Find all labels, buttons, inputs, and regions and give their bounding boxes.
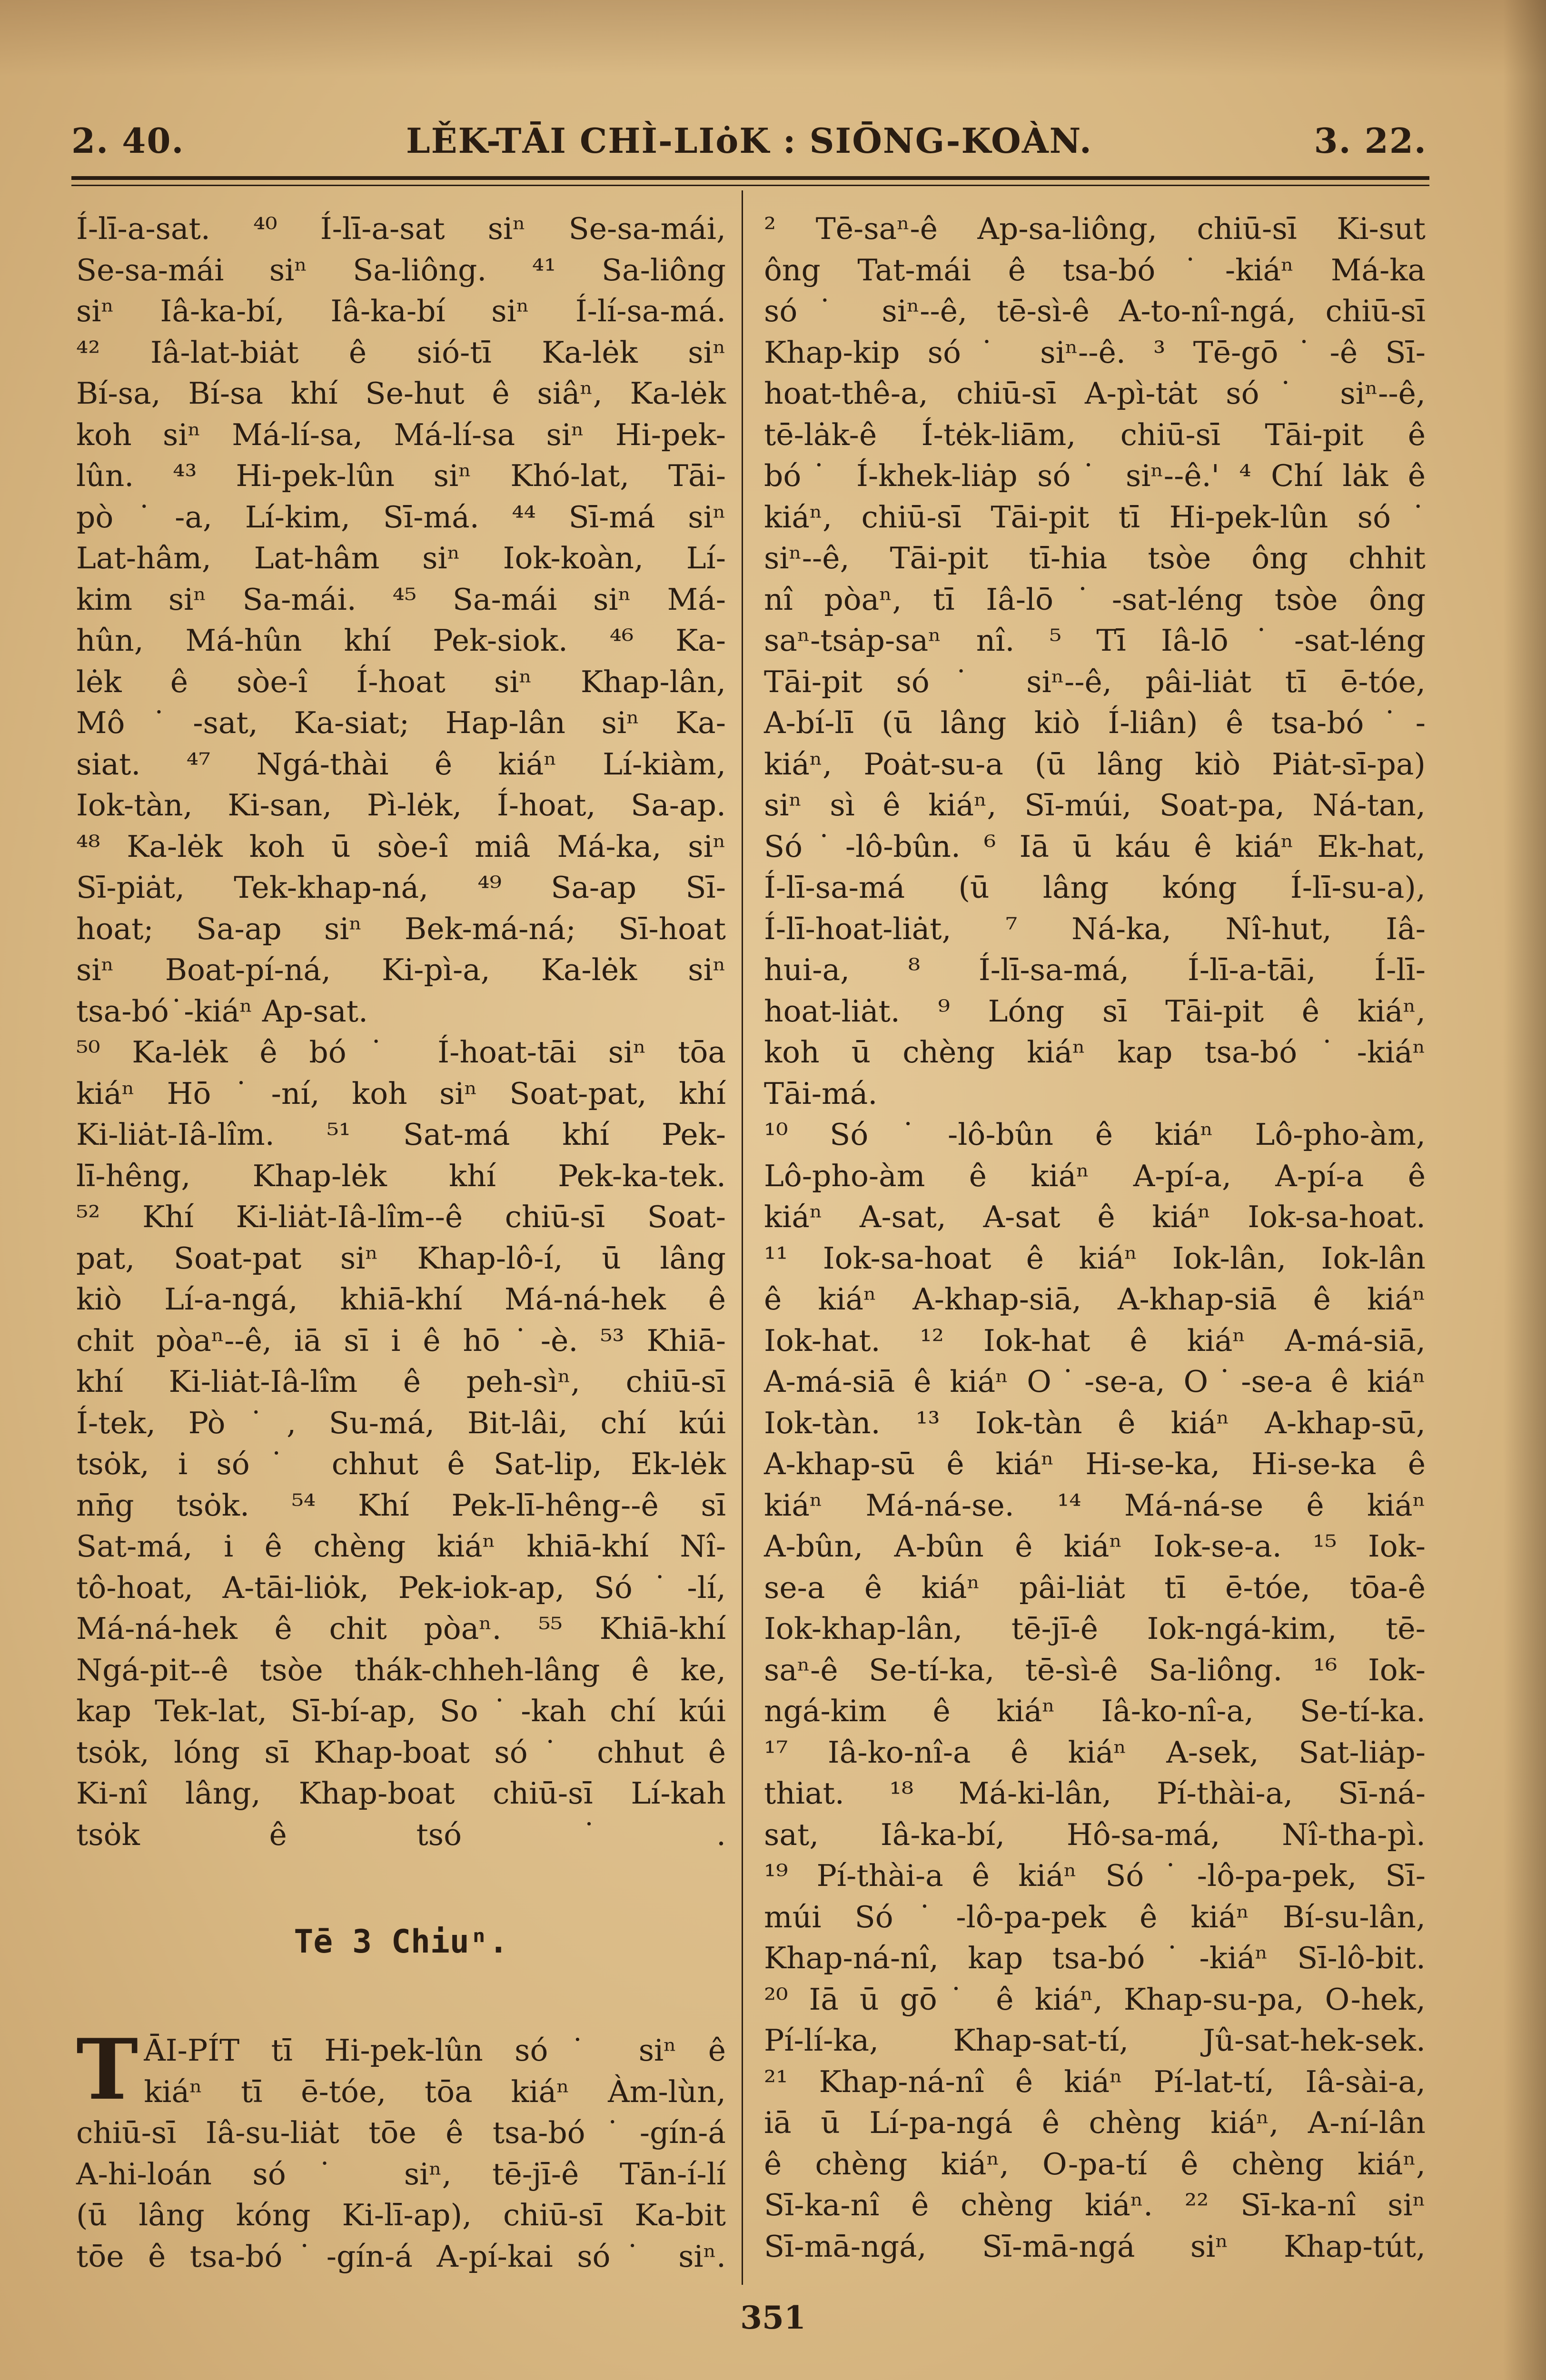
- text-line: A-bûn, A-bûn ê kiáⁿ Iok-se-a. ¹⁵ Iok-: [764, 1529, 1426, 1564]
- text-line: (ū lâng kóng Ki-lī-ap), chiū-sī Ka-bit: [76, 2198, 726, 2232]
- header-title: LĚK-TĀI CHÌ-LIȯK : SIŌNG-KOÀN.: [406, 120, 1092, 161]
- text-line: hoat; Sa-ap siⁿ Bek-má-ná; Sī-hoat: [76, 911, 726, 946]
- text-line: Só˙-lô-bûn. ⁶ Iā ū káu ê kiáⁿ Ek-hat,: [764, 829, 1426, 864]
- text-line: ² Tē-saⁿ-ê Ap-sa-liông, chiū-sī Ki-sut: [764, 211, 1426, 246]
- text-line: só˙ siⁿ--ê, tē-sì-ê A-to-nî-ngá, chiū-sī: [764, 294, 1426, 328]
- text-line: Sī-mā-ngá, Sī-mā-ngá siⁿ Khap-tút,: [764, 2229, 1426, 2264]
- text-line: tô-hoat, A-tāi-liȯk, Pek-iok-ap, Só˙-lí,: [76, 1570, 726, 1605]
- text-line: ông Tat-mái ê tsa-bó˙-kiáⁿ Má-ka: [764, 252, 1426, 288]
- text-line: ĀI-PÍT tī Hi-pek-lûn só˙ siⁿ ê: [144, 2033, 726, 2068]
- text-line: ¹¹ Iok-sa-hoat ê kiáⁿ Iok-lân, Iok-lân: [764, 1240, 1426, 1276]
- text-line: nn̄g tsȯk. ⁵⁴ Khí Pek-lī-hêng--ê sī: [76, 1488, 726, 1523]
- text-line: ngá-kim ê kiáⁿ Iâ-ko-nî-a, Se-tí-ka.: [764, 1694, 1426, 1728]
- text-line: kiáⁿ, chiū-sī Tāi-pit tī Hi-pek-lûn só˙: [764, 499, 1426, 535]
- text-line: tsȯk ê tsó˙.: [76, 1817, 726, 1852]
- text-line: kiáⁿ A-sat, A-sat ê kiáⁿ Iok-sa-hoat.: [764, 1200, 1426, 1234]
- text-line: Sat-má, i ê chèng kiáⁿ khiā-khí Nî-: [76, 1529, 726, 1564]
- text-line: Tāi-pit só˙ siⁿ--ê, pâi-liȧt tī ē-tóe,: [764, 664, 1426, 699]
- text-line: siⁿ Iâ-ka-bí, Iâ-ka-bí siⁿ Í-lí-sa-má.: [76, 294, 726, 328]
- text-line: kap Tek-lat, Sī-bí-ap, So˙-kah chí kúi: [76, 1694, 726, 1728]
- text-line: saⁿ-ê Se-tí-ka, tē-sì-ê Sa-liông. ¹⁶ Iok-: [764, 1652, 1426, 1687]
- text-line: múi Só˙-lô-pa-pek ê kiáⁿ Bí-su-lân,: [764, 1899, 1426, 1934]
- text-line: lûn. ⁴³ Hi-pek-lûn siⁿ Khó-lat, Tāi-: [76, 458, 726, 493]
- text-line: A-bí-lī (ū lâng kiò Í-liân) ê tsa-bó˙-: [764, 705, 1426, 740]
- text-line: kiò Lí-a-ngá, khiā-khí Má-ná-hek ê: [76, 1282, 726, 1317]
- text-line: kim siⁿ Sa-mái. ⁴⁵ Sa-mái siⁿ Má-: [76, 582, 726, 617]
- text-line: lėk ê sòe-î Í-hoat siⁿ Khap-lân,: [76, 664, 726, 699]
- text-line: ⁴² Iâ-lat-biȧt ê sió-tī Ka-lėk siⁿ: [76, 335, 726, 370]
- text-line: ⁵² Khí Ki-liȧt-Iâ-lîm--ê chiū-sī Soat-: [76, 1200, 726, 1234]
- right-column: [764, 208, 1426, 2267]
- text-line: nî pòaⁿ, tī Iâ-lō˙-sat-léng tsòe ông: [764, 582, 1426, 617]
- text-line: Í-lī-sa-má (ū lâng kóng Í-lī-su-a),: [764, 870, 1426, 905]
- text-line: Ki-liȧt-Iâ-lîm. ⁵¹ Sat-má khí Pek-: [76, 1117, 726, 1152]
- text-line: Sī-piȧt, Tek-khap-ná, ⁴⁹ Sa-ap Sī-: [76, 870, 726, 905]
- text-line: Tāi-má.: [764, 1076, 878, 1111]
- text-line: hûn, Má-hûn khí Pek-siok. ⁴⁶ Ka-: [76, 623, 726, 658]
- text-line: siⁿ sì ê kiáⁿ, Sī-múi, Soat-pa, Ná-tan,: [764, 788, 1426, 823]
- running-header: [71, 112, 1427, 164]
- text-line: siat. ⁴⁷ Ngá-thài ê kiáⁿ Lí-kiàm,: [76, 746, 726, 782]
- text-line: Pí-lí-ka, Khap-sat-tí, Jû-sat-hek-sek.: [764, 2023, 1426, 2058]
- text-line: siⁿ--ê, Tāi-pit tī-hia tsòe ông chhit: [764, 541, 1426, 575]
- text-line: ⁴⁸ Ka-lėk koh ū sòe-î miâ Má-ka, siⁿ: [76, 829, 726, 864]
- header-ref-right: 3. 22.: [1314, 120, 1427, 161]
- text-line: Í-tek, Pò˙, Su-má, Bit-lâi, chí kúi: [76, 1405, 726, 1440]
- text-line: Sī-ka-nî ê chèng kiáⁿ. ²² Sī-ka-nî siⁿ: [764, 2188, 1426, 2222]
- text-line: kiáⁿ Hō˙-ní, koh siⁿ Soat-pat, khí: [76, 1076, 726, 1111]
- text-line: pò˙-a, Lí-kim, Sī-má. ⁴⁴ Sī-má siⁿ: [76, 499, 726, 535]
- text-line: thiat. ¹⁸ Má-ki-lân, Pí-thài-a, Sī-ná-: [764, 1776, 1426, 1811]
- text-line: ²¹ Khap-ná-nî ê kiáⁿ Pí-lat-tí, Iâ-sài-a,: [764, 2064, 1426, 2099]
- text-line: Se-sa-mái siⁿ Sa-liông. ⁴¹ Sa-liông: [76, 252, 726, 288]
- page-shadow: [0, 0, 1546, 76]
- text-line: ¹⁰ Só˙-lô-bûn ê kiáⁿ Lô-pho-àm,: [764, 1117, 1426, 1152]
- text-line: Lô-pho-àm ê kiáⁿ A-pí-a, A-pí-a ê: [764, 1158, 1426, 1193]
- text-line: Bí-sa, Bí-sa khí Se-hut ê siâⁿ, Ka-lėk: [76, 376, 726, 411]
- left-column: [76, 208, 726, 1855]
- text-line: khí Ki-liȧt-Iâ-lîm ê peh-sìⁿ, chiū-sī: [76, 1364, 726, 1399]
- text-line: Iok-hat. ¹² Iok-hat ê kiáⁿ A-má-siā,: [764, 1323, 1426, 1358]
- text-line: ê kiáⁿ A-khap-siā, A-khap-siā ê kiáⁿ: [764, 1282, 1426, 1317]
- text-line: kiáⁿ tī ē-tóe, tōa kiáⁿ Àm-lùn,: [144, 2074, 726, 2109]
- chapter-first-paragraph: [76, 2021, 726, 2277]
- text-line: kiáⁿ, Poȧt-su-a (ū lâng kiò Piȧt-sī-pa): [764, 746, 1426, 782]
- text-line: Í-lī-a-sat. ⁴⁰ Í-lī-a-sat siⁿ Se-sa-mái,: [76, 211, 726, 246]
- text-line: tsa-bó˙-kiáⁿ Ap-sat.: [76, 993, 368, 1029]
- text-line: tē-lȧk-ê Í-tėk-liām, chiū-sī Tāi-pit ê: [764, 417, 1426, 452]
- text-line: Ngá-pit--ê tsòe thák-chheh-lâng ê ke,: [76, 1652, 726, 1687]
- text-line: ¹⁹ Pí-thài-a ê kiáⁿ Só˙-lô-pa-pek, Sī-: [764, 1858, 1426, 1893]
- text-line: bó˙ Í-khek-liȧp só˙ siⁿ--ê.' ⁴ Chí lȧk ê: [764, 458, 1426, 493]
- chapter-heading: Tē 3 Chiuⁿ.: [294, 1923, 508, 1961]
- text-line: koh ū chèng kiáⁿ kap tsa-bó˙-kiáⁿ: [764, 1035, 1426, 1070]
- text-line: Iok-khap-lân, tē-jī-ê Iok-ngá-kim, tē-: [764, 1611, 1426, 1646]
- text-line: A-má-siā ê kiáⁿ O˙-se-a, O˙-se-a ê kiáⁿ: [764, 1364, 1426, 1399]
- text-line: Lat-hâm, Lat-hâm siⁿ Iok-koàn, Lí-: [76, 541, 726, 575]
- text-line: Khap-kip só˙ siⁿ--ê. ³ Tē-gō˙-ê Sī-: [764, 335, 1426, 370]
- text-line: hoat-liȧt. ⁹ Lóng sī Tāi-pit ê kiáⁿ,: [764, 993, 1426, 1029]
- page-number: 351: [740, 2299, 806, 2336]
- text-line: ²⁰ Iā ū gō˙ ê kiáⁿ, Khap-su-pa, O-hek,: [764, 1982, 1426, 2017]
- text-line: se-a ê kiáⁿ pâi-liȧt tī ē-tóe, tōa-ê: [764, 1570, 1426, 1605]
- drop-cap: T: [76, 2021, 139, 2119]
- text-line: chit pòaⁿ--ê, iā sī i ê hō˙-è. ⁵³ Khiā-: [76, 1323, 726, 1358]
- text-line: ê chèng kiáⁿ, O-pa-tí ê chèng kiáⁿ,: [764, 2146, 1426, 2182]
- header-ref-left: 2. 40.: [71, 120, 185, 161]
- text-line: A-khap-sū ê kiáⁿ Hi-se-ka, Hi-se-ka ê: [764, 1447, 1426, 1481]
- text-line: chiū-sī Iâ-su-liȧt tōe ê tsa-bó˙-gín-á: [76, 2115, 726, 2150]
- text-line: tōe ê tsa-bó˙-gín-á A-pí-kai só˙ siⁿ.: [76, 2239, 726, 2274]
- text-line: pat, Soat-pat siⁿ Khap-lô-í, ū lâng: [76, 1240, 726, 1276]
- text-line: Í-lī-hoat-liȧt, ⁷ Ná-ka, Nî-hut, Iâ-: [764, 911, 1426, 946]
- text-line: Má-ná-hek ê chit pòaⁿ. ⁵⁵ Khiā-khí: [76, 1611, 726, 1646]
- text-line: tsȯk, lóng sī Khap-boat só˙ chhut ê: [76, 1735, 726, 1770]
- text-line: Ki-nî lâng, Khap-boat chiū-sī Lí-kah: [76, 1776, 726, 1811]
- text-line: hoat-thê-a, chiū-sī A-pì-tȧt só˙ siⁿ--ê,: [764, 376, 1426, 411]
- text-line: kiáⁿ Má-ná-se. ¹⁴ Má-ná-se ê kiáⁿ: [764, 1488, 1426, 1523]
- text-line: saⁿ-tsȧp-saⁿ nî. ⁵ Tī Iâ-lō˙-sat-léng: [764, 623, 1426, 658]
- text-line: lī-hêng, Khap-lėk khí Pek-ka-tek.: [76, 1158, 726, 1193]
- text-line: tsȯk, i só˙ chhut ê Sat-lip, Ek-lėk: [76, 1447, 726, 1481]
- text-line: iā ū Lí-pa-ngá ê chèng kiáⁿ, A-ní-lân: [764, 2105, 1426, 2140]
- header-rule: [71, 176, 1429, 186]
- text-line: koh siⁿ Má-lí-sa, Má-lí-sa siⁿ Hi-pek-: [76, 417, 726, 452]
- text-line: Iok-tàn. ¹³ Iok-tàn ê kiáⁿ A-khap-sū,: [764, 1405, 1426, 1440]
- text-line: A-hi-loán só˙ siⁿ, tē-jī-ê Tān-í-lí: [76, 2156, 726, 2192]
- text-line: siⁿ Boat-pí-ná, Ki-pì-a, Ka-lėk siⁿ: [76, 952, 726, 987]
- text-line: ⁵⁰ Ka-lėk ê bó˙ Í-hoat-tāi siⁿ tōa: [76, 1035, 726, 1070]
- text-line: Khap-ná-nî, kap tsa-bó˙-kiáⁿ Sī-lô-bit.: [764, 1941, 1426, 1975]
- page-edge-shadow: [1503, 0, 1546, 2380]
- text-line: Mô˙-sat, Ka-siat; Hap-lân siⁿ Ka-: [76, 705, 726, 740]
- text-line: ¹⁷ Iâ-ko-nî-a ê kiáⁿ A-sek, Sat-liȧp-: [764, 1735, 1426, 1770]
- column-divider: [742, 190, 743, 2285]
- text-line: sat, Iâ-ka-bí, Hô-sa-má, Nî-tha-pì.: [764, 1817, 1426, 1852]
- text-line: Iok-tàn, Ki-san, Pì-lėk, Í-hoat, Sa-ap.: [76, 788, 726, 823]
- text-line: hui-a, ⁸ Í-lī-sa-má, Í-lī-a-tāi, Í-lī-: [764, 952, 1426, 987]
